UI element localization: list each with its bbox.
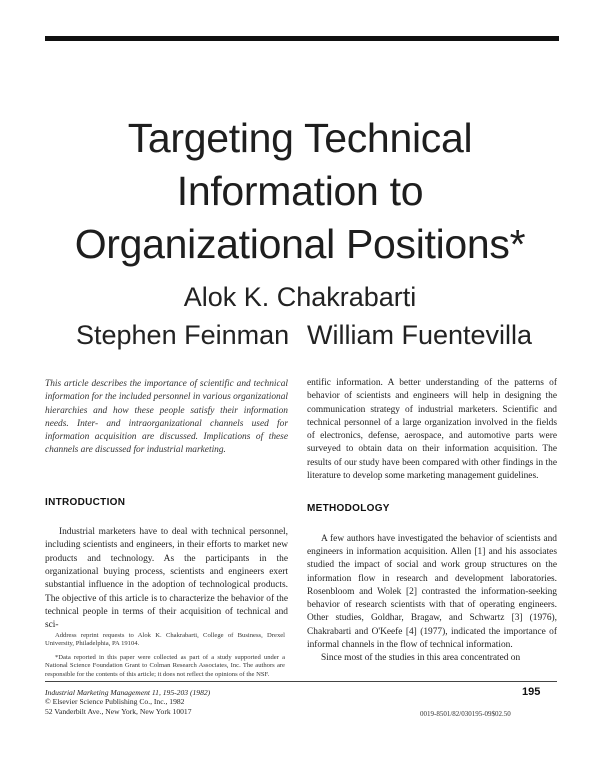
footer-divider <box>45 681 557 682</box>
introduction-heading: INTRODUCTION <box>45 496 126 508</box>
methodology-last-line: Since most of the studies in this area concentrated on <box>321 653 521 664</box>
methodology-text: A few authors have investigated the behavior of scientists and engineers in information acquisition. Allen [1] and his associates studied the impact of social and work group structures on the information flow in research and development laboratories. Rosenbloom and Wolek [2] contrasted the information-seeking behavior of research scientists with that of operating engineers. Other studies, Goldhar, Bragaw, and Schwartz [3] (1976), Chakrabarti and O'Keefe [4] (1977), indicated the importance of informal channels in the flow of technical information. <box>307 533 557 651</box>
author-fuentevilla: William Fuentevilla <box>307 320 533 350</box>
left-column <box>45 378 288 632</box>
article-code: 0019-8501/82/030195-09$02.50 <box>420 710 511 718</box>
author-chakrabarti: Alok K. Chakrabarti <box>183 282 417 312</box>
page-number: 195 <box>522 686 541 698</box>
journal-citation: Industrial Marketing Management 11, 195-203 (1982) <box>45 688 211 697</box>
article-title <box>20 112 580 271</box>
title-line-1: Targeting Technical <box>127 115 473 161</box>
top-rule <box>45 36 559 41</box>
title-line-2: Information to <box>176 168 424 214</box>
footnotes <box>45 632 285 684</box>
methodology-heading: METHODOLOGY <box>307 503 390 515</box>
author-feinman: Stephen Feinman <box>76 320 290 350</box>
title-line-3: Organizational Positions* <box>74 221 526 267</box>
abstract: This article describes the importance of scientific and technical information for the included personnel in various organizational hierarchies and how these people satisfy their information needs. Inter- and intraorganizational channels used for information acquisition are discussed. Implications of these channels are discussed for industrial marketing. <box>45 379 288 456</box>
journal-address: 52 Vanderbilt Ave., New York, New York 10017 <box>45 706 192 716</box>
journal-info <box>45 688 305 716</box>
intro-continuation: entific information. A better understanding of the patterns of behavior of scientists and engineers will help in designing the communication strategy of industrial marketers. Scientific and technical personnel of a large organization involved in the fields of electronics, defense, aerospace, and automotive parts were surveyed to obtain data on their information acquisition. The results of our study have been compared with other findings in the literature to develop some marketing management guidelines. <box>307 378 557 482</box>
journal-copyright: © Elsevier Science Publishing Co., Inc., 1982 <box>45 697 185 707</box>
right-column <box>307 377 557 666</box>
introduction-text: Industrial marketers have to deal with technical personnel, including scientists and engineers, in their efforts to market new products and technology. As the participants in the organizational buying process, scientists and engineers exert substantial influence in the adoption of technological products. The objective of this article is to characterize the behavior of the technical people in terms of their acquisition of technical and sci- <box>45 527 288 631</box>
footnote-support: *Data reported in this paper were collected as part of a study supported under a National Science Foundation Grant to Colman Research Associates, Inc. The authors are responsible for the contents of this article; it does not reflect the opinions of the NSF. <box>45 653 285 678</box>
footnote-address: Address reprint requests to Alok K. Chakrabarti, College of Business, Drexel University, Philadelphia, PA 19104. <box>45 632 285 648</box>
